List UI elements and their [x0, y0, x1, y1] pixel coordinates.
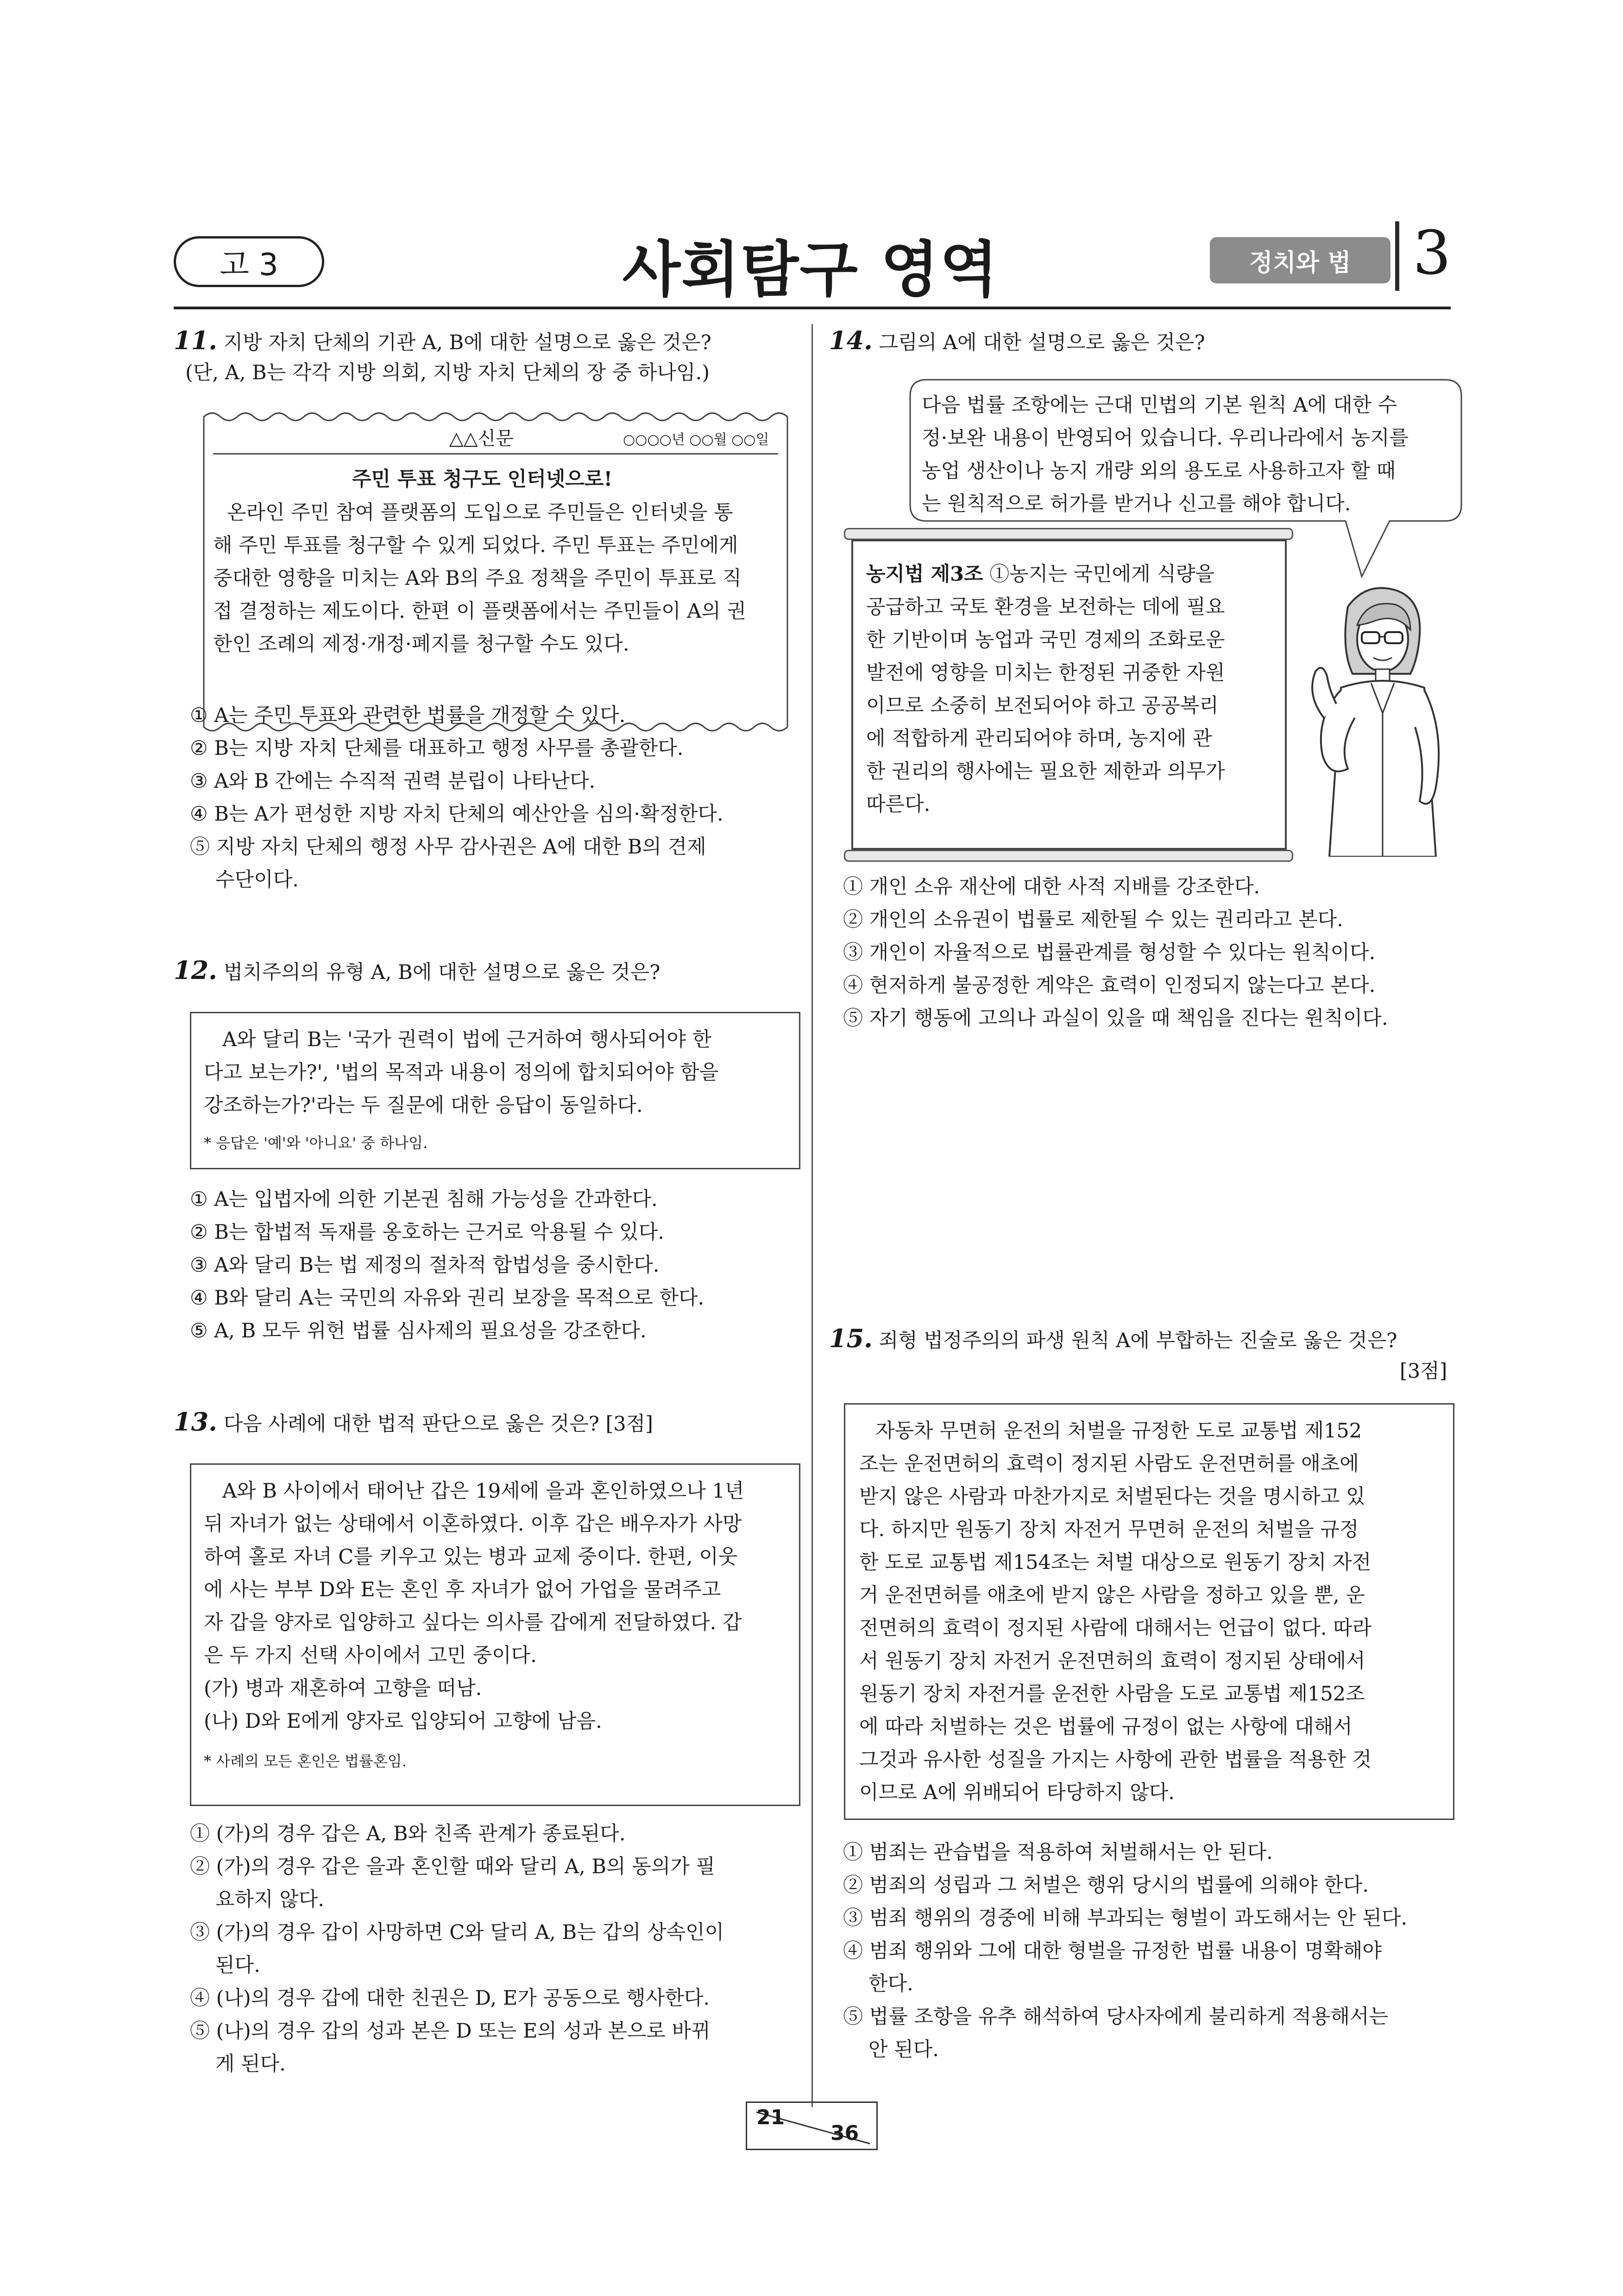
question-15-box-line: 다. 하지만 원동기 장치 자전거 무면허 운전의 처벌을 규정 — [859, 1518, 1359, 1541]
choice-14-3[interactable]: ③ 개인이 자율적으로 법률관계를 형성할 수 있다는 원칙이다. — [843, 941, 1376, 964]
question-15-box-line: 전면허의 효력이 정지된 사람에 대해서는 언급이 없다. 따라 — [859, 1617, 1372, 1640]
choice-13-2-cont: 요하지 않다. — [215, 1888, 325, 1911]
choice-12-1[interactable]: ① A는 입법자에 의한 기본권 침해 가능성을 간과한다. — [190, 1188, 658, 1211]
whiteboard-top-rail — [844, 528, 1293, 540]
question-15-box-line: 원동기 장치 자전거를 운전한 사람을 도로 교통법 제152조 — [859, 1682, 1365, 1706]
question-11-number: 11. — [174, 326, 217, 355]
question-14-text: 그림의 A에 대한 설명으로 옳은 것은? — [879, 331, 1205, 354]
question-12-number: 12. — [174, 955, 217, 985]
teacher-illustration — [1297, 579, 1464, 857]
bubble-line: 농업 생산이나 농지 개량 외의 용도로 사용하고자 할 때 — [922, 459, 1396, 483]
question-15-box-line: 조는 운전면허의 효력이 정지된 사람도 운전면허를 애초에 — [859, 1452, 1359, 1475]
whiteboard-bottom-rail — [844, 850, 1293, 862]
question-15-box-line: 거 운전면허를 애초에 받지 않은 사람을 정하고 있을 뿐, 운 — [859, 1584, 1365, 1607]
choice-15-3[interactable]: ③ 범죄 행위의 경중에 비해 부과되는 형벌이 과도해서는 안 된다. — [843, 1907, 1408, 1930]
choice-11-1[interactable]: ① A는 주민 투표와 관련한 법률을 개정할 수 있다. — [190, 704, 626, 727]
choice-13-1[interactable]: ① (가)의 경우 갑은 A, B와 친족 관계가 종료된다. — [190, 1822, 626, 1845]
law-line: 이므로 소중히 보전되어야 하고 공공복리 — [866, 694, 1219, 717]
page-title: 사회탐구 영역 — [622, 234, 999, 305]
choice-12-4[interactable]: ④ B와 달리 A는 국민의 자유와 권리 보장을 목적으로 한다. — [190, 1286, 705, 1310]
law-line: 한 기반이며 농업과 국민 경제의 조화로운 — [866, 628, 1225, 652]
question-13-box-line: 하여 홀로 자녀 C를 키우고 있는 병과 교제 중이다. 한편, 이웃 — [204, 1545, 738, 1568]
choice-14-2[interactable]: ② 개인의 소유권이 법률로 제한될 수 있는 권리라고 본다. — [843, 908, 1343, 931]
header-rule — [174, 307, 1451, 309]
choice-15-2[interactable]: ② 범죄의 성립과 그 처벌은 행위 당시의 법률에 의해야 한다. — [843, 1874, 1369, 1897]
law-line: 에 적합하게 관리되어야 하며, 농지에 관 — [866, 727, 1212, 750]
choice-13-5-cont: 게 된다. — [215, 2052, 286, 2076]
question-11-text: 지방 자치 단체의 기관 A, B에 대한 설명으로 옳은 것은? — [223, 331, 711, 354]
question-13-option-ga: (가) 병과 재혼하여 고향을 떠남. — [204, 1677, 482, 1700]
question-15-box-line: 에 따라 처벌하는 것은 법률에 규정이 없는 사항에 대해서 — [859, 1715, 1352, 1738]
question-12-box-line: A와 달리 B는 '국가 권력이 법에 근거하여 행사되어야 한 — [222, 1028, 712, 1051]
choice-15-4[interactable]: ④ 범죄 행위와 그에 대한 형벌을 규정한 법률 내용이 명확해야 — [843, 1939, 1382, 1963]
question-14-number: 14. — [829, 326, 873, 355]
newspaper-date: ○○○○년 ○○월 ○○일 — [623, 432, 769, 448]
choice-13-2[interactable]: ② (가)의 경우 갑은 을과 혼인할 때와 달리 A, B의 동의가 필 — [190, 1855, 715, 1878]
law-line: 한 권리의 행사에는 필요한 제한과 의무가 — [866, 760, 1225, 783]
subject-badge: 정치와 법 — [1210, 237, 1390, 283]
question-15-number: 15. — [829, 1324, 873, 1353]
bubble-line: 는 원칙적으로 허가를 받거나 신고를 해야 합니다. — [922, 492, 1351, 515]
question-13-number: 13. — [174, 1407, 217, 1437]
choice-13-5[interactable]: ⑤ (나)의 경우 갑의 성과 본은 D 또는 E의 성과 본으로 바뀌 — [190, 2020, 711, 2043]
choice-12-3[interactable]: ③ A와 달리 B는 법 제정의 절차적 합법성을 중시한다. — [190, 1254, 660, 1277]
question-13-option-na: (나) D와 E에게 양자로 입양되어 고향에 남음. — [204, 1710, 602, 1733]
question-13-box-line: 뒤 자녀가 없는 상태에서 이혼하였다. 이후 갑은 배우자가 사망 — [204, 1512, 742, 1536]
question-15-box-line: 받지 않은 사람과 마찬가지로 처벌된다는 것을 명시하고 있 — [859, 1485, 1365, 1508]
newspaper-body-line: 한인 조례의 제정·개정·폐지를 청구할 수도 있다. — [213, 633, 629, 656]
question-13-box-line: A와 B 사이에서 태어난 갑은 19세에 을과 혼인하였으나 1년 — [222, 1480, 744, 1503]
choice-15-5[interactable]: ⑤ 법률 조항을 유추 해석하여 당사자에게 불리하게 적용해서는 — [843, 2005, 1389, 2028]
question-15-stem — [829, 1322, 1397, 1357]
page-counter-total: 36 — [830, 2121, 859, 2145]
law-line: 발전에 영향을 미치는 한정된 귀중한 자원 — [866, 661, 1225, 684]
question-13-note: * 사례의 모든 혼인은 법률혼임. — [204, 1752, 407, 1770]
question-12-text: 법치주의의 유형 A, B에 대한 설명으로 옳은 것은? — [223, 961, 661, 984]
question-12-stem — [174, 954, 660, 989]
question-15-text: 죄형 법정주의의 파생 원칙 A에 부합하는 진술로 옳은 것은? — [879, 1329, 1397, 1352]
question-14-stem — [829, 324, 1205, 359]
newspaper-body-line: 접 결정하는 제도이다. 한편 이 플랫폼에서는 주민들이 A의 권 — [213, 600, 746, 623]
law-line-first — [866, 558, 1214, 591]
law-first-clause: ①농지는 국민에게 식량을 — [989, 563, 1214, 586]
question-13-box-line: 에 사는 부부 D와 E는 혼인 후 자녀가 없어 가업을 물려주고 — [204, 1578, 721, 1601]
choice-15-4-cont: 한다. — [868, 1972, 913, 1995]
question-15-box-line: 한 도로 교통법 제154조는 처벌 대상으로 원동기 장치 자전 — [859, 1551, 1371, 1574]
question-11-stem — [174, 324, 711, 359]
question-13-text: 다음 사례에 대한 법적 판단으로 옳은 것은? [3점] — [223, 1412, 653, 1436]
newspaper-body-line: 해 주민 투표를 청구할 수 있게 되었다. 주민 투표는 주민에게 — [213, 534, 738, 557]
grade-badge: 고 3 — [174, 236, 324, 287]
question-15-box-line: 그것과 유사한 성질을 가지는 사항에 관한 법률을 적용한 것 — [859, 1748, 1372, 1771]
choice-11-2[interactable]: ② B는 지방 자치 단체를 대표하고 행정 사무를 총괄한다. — [190, 737, 684, 760]
newspaper-body-line: 온라인 주민 참여 플랫폼의 도입으로 주민들은 인터넷을 통 — [227, 501, 733, 524]
choice-15-1[interactable]: ① 범죄는 관습법을 적용하여 처벌해서는 안 된다. — [843, 1841, 1273, 1864]
choice-13-4[interactable]: ④ (나)의 경우 갑에 대한 친권은 D, E가 공동으로 행사한다. — [190, 1987, 710, 2010]
law-line: 따른다. — [866, 793, 931, 816]
law-line: 공급하고 국토 환경을 보전하는 데에 필요 — [866, 596, 1225, 619]
question-11-condition: (단, A, B는 각각 지방 의회, 지방 자치 단체의 장 중 하나임.) — [185, 361, 710, 384]
question-15-box-line: 서 원동기 장치 자전거 운전면허의 효력이 정지된 상태에서 — [859, 1650, 1365, 1673]
question-12-box-line: 다고 보는가?', '법의 목적과 내용이 정의에 합치되어야 함을 — [204, 1061, 719, 1084]
newspaper-name: △△신문 — [449, 428, 514, 449]
question-15-box-line: 이므로 A에 위배되어 타당하지 않다. — [859, 1781, 1175, 1804]
newspaper-headline: 주민 투표 청구도 인터넷으로! — [352, 468, 613, 491]
law-title: 농지법 제3조 — [866, 563, 983, 586]
column-divider — [812, 324, 813, 2107]
choice-13-3-cont: 된다. — [215, 1954, 260, 1977]
choice-13-3[interactable]: ③ (가)의 경우 갑이 사망하면 C와 달리 A, B는 갑의 상속인이 — [190, 1921, 724, 1944]
bubble-line: 다음 법률 조항에는 근대 민법의 기본 원칙 A에 대한 수 — [922, 394, 1397, 417]
bubble-line: 정·보완 내용이 반영되어 있습니다. 우리나라에서 농지를 — [922, 427, 1409, 450]
question-13-stem — [174, 1405, 653, 1441]
question-13-box-line: 자 갑을 양자로 입양하고 싶다는 의사를 갑에게 전달하였다. 갑 — [204, 1611, 742, 1634]
choice-12-2[interactable]: ② B는 합법적 독재를 옹호하는 근거로 악용될 수 있다. — [190, 1221, 664, 1244]
choice-15-5-cont: 안 된다. — [868, 2038, 939, 2061]
choice-12-5[interactable]: ⑤ A, B 모두 위헌 법률 심사제의 필요성을 강조한다. — [190, 1319, 647, 1342]
question-15-box-line: 자동차 무면허 운전의 처벌을 규정한 도로 교통법 제152 — [875, 1419, 1362, 1443]
header-separator — [1395, 221, 1399, 291]
choice-14-1[interactable]: ① 개인 소유 재산에 대한 사적 지배를 강조한다. — [843, 875, 1260, 898]
page-number: 3 — [1413, 218, 1451, 288]
choice-14-5[interactable]: ⑤ 자기 행동에 고의나 과실이 있을 때 책임을 진다는 원칙이다. — [843, 1007, 1388, 1030]
choice-11-5[interactable]: ⑤ 지방 자치 단체의 행정 사무 감사권은 A에 대한 B의 견제 — [190, 835, 706, 859]
question-15-points: [3점] — [1400, 1360, 1447, 1383]
choice-14-4[interactable]: ④ 현저하게 불공정한 계약은 효력이 인정되지 않는다고 본다. — [843, 974, 1376, 997]
newspaper-body-line: 중대한 영향을 미치는 A와 B의 주요 정책을 주민이 투표로 직 — [213, 567, 742, 590]
choice-11-4[interactable]: ④ B는 A가 편성한 지방 자치 단체의 예산안을 심의·확정한다. — [190, 803, 723, 826]
choice-11-3[interactable]: ③ A와 B 간에는 수직적 권력 분립이 나타난다. — [190, 770, 596, 793]
question-12-note: * 응답은 '예'와 '아니요' 중 하나임. — [204, 1134, 428, 1152]
choice-11-5-cont: 수단이다. — [215, 868, 299, 891]
question-12-box-line: 강조하는가?'라는 두 질문에 대한 응답이 동일하다. — [204, 1094, 643, 1117]
question-13-box-line: 은 두 가지 선택 사이에서 고민 중이다. — [204, 1644, 537, 1667]
page-counter-current: 21 — [756, 2106, 785, 2129]
page-counter — [746, 2102, 878, 2150]
